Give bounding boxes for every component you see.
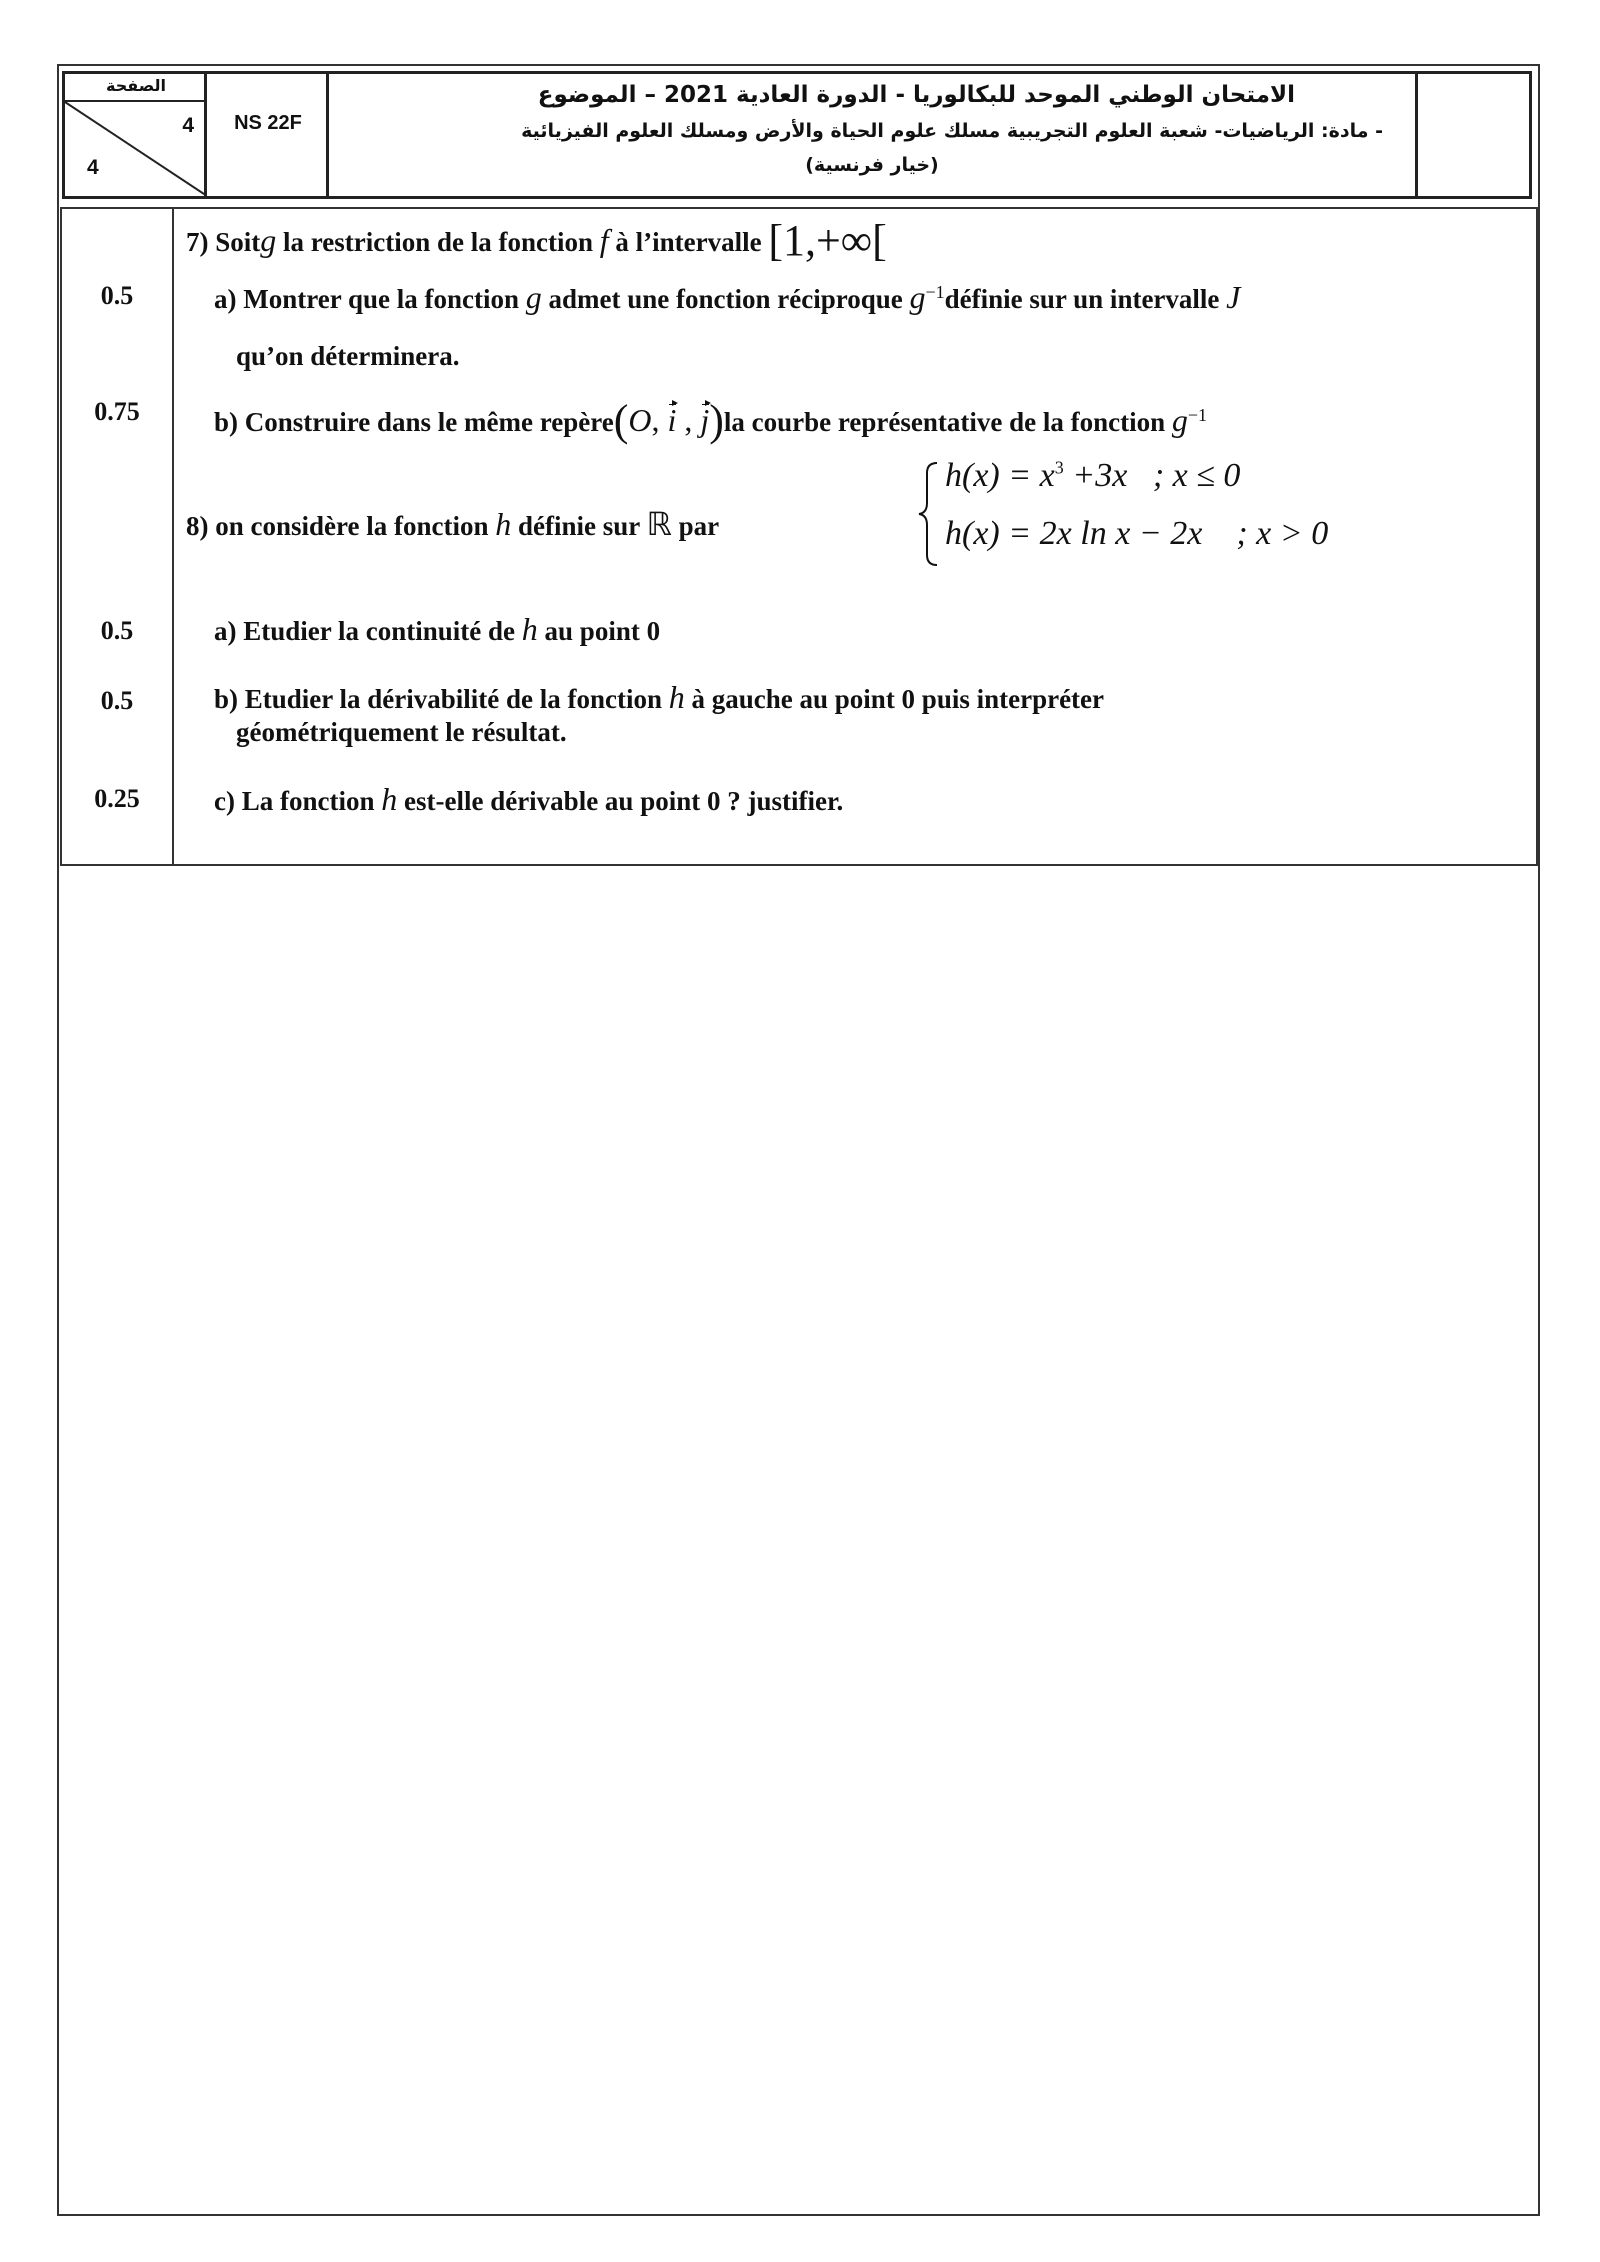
q8-text: on considère la fonction (215, 511, 489, 541)
math-exponent: −1 (925, 282, 945, 302)
sub-question-label: b) (214, 684, 239, 714)
case2-expression: h(x) = 2x ln x − 2x (945, 515, 1203, 552)
math-interval: [1,+∞[ (768, 216, 887, 265)
q7a-text: admet une fonction réciproque (548, 284, 903, 314)
math-J: J (1226, 279, 1241, 315)
math-comma: , (651, 402, 668, 438)
q8a-text: Etudier la continuité de (243, 616, 516, 646)
score-8a: 0.5 (100, 616, 134, 645)
piecewise-case-2 (945, 515, 1328, 553)
question-7b (214, 395, 1207, 446)
score-8c: 0.25 (94, 784, 140, 813)
math-reals: ℝ (646, 506, 672, 542)
math-vector-i: i (667, 402, 677, 438)
exam-option: (خيار فرنسية) (805, 154, 939, 176)
score-7b: 0.75 (94, 397, 140, 426)
q7-text: à l’intervalle (615, 227, 762, 257)
page-label: الصفحة (65, 74, 207, 102)
math-h: h (381, 781, 398, 817)
math-origin: O (628, 402, 652, 438)
paren-close: ) (709, 396, 724, 445)
q7a-text: qu’on déterminera. (236, 341, 460, 371)
score-7a: 0.5 (100, 281, 134, 310)
question-8a (214, 611, 660, 648)
sub-question-label: a) (214, 616, 237, 646)
question-8b-cont (236, 717, 567, 748)
q8c-text: est-elle dérivable au point 0 ? justifier. (404, 786, 844, 816)
question-8b (214, 679, 1104, 716)
q8b-text: géométriquement le résultat. (236, 717, 567, 747)
exam-title-cell (329, 74, 1418, 196)
exam-code: NS 22F (234, 112, 302, 134)
q7a-text: Montrer que la fonction (243, 284, 519, 314)
q7a-text: définie sur un intervalle (944, 284, 1220, 314)
case1-expression: h(x) = x (945, 457, 1055, 494)
exam-code-cell (207, 74, 329, 196)
sub-question-label: b) (214, 407, 239, 437)
questions-box (60, 207, 1538, 866)
header-blank-cell (1418, 74, 1529, 196)
math-g: g (525, 279, 542, 315)
math-h: h (668, 679, 685, 715)
question-number: 8) (186, 511, 209, 541)
exam-subject: - مادة: الرياضيات- شعبة العلوم التجريبية مسلك علوم الحياة والأرض ومسلك العلوم الفيزيائية (521, 120, 1383, 142)
score-column (62, 209, 174, 864)
case1-expression: +3x (1072, 457, 1128, 494)
paren-open: ( (613, 396, 629, 445)
q8-text: définie sur (518, 511, 640, 541)
q7-text: Soit (215, 227, 261, 257)
page-total: 4 (87, 156, 99, 179)
q8c-text: La fonction (241, 786, 375, 816)
math-h: h (495, 506, 512, 542)
exam-title: الامتحان الوطني الموحد للبكالوريا - الدورة العادية 2021 – الموضوع (537, 82, 1295, 108)
question-7a (214, 279, 1240, 316)
left-brace (917, 459, 941, 569)
math-exponent: −1 (1187, 405, 1207, 425)
page-number-cell (65, 74, 207, 196)
q8b-text: à gauche au point 0 puis interpréter (691, 684, 1105, 714)
math-exponent: 3 (1054, 457, 1064, 478)
math-g: g (260, 222, 277, 258)
q8a-text: au point 0 (544, 616, 661, 646)
exam-header (62, 71, 1532, 199)
q8b-text: Etudier la dérivabilité de la fonction (244, 684, 663, 714)
sub-question-label: c) (214, 786, 235, 816)
q8-text: par (678, 511, 720, 541)
q7b-text: la courbe représentative de la fonction (723, 407, 1166, 437)
piecewise-case-1 (945, 457, 1240, 495)
question-8c (214, 781, 843, 818)
q7b-text: Construire dans le même repère (244, 407, 614, 437)
question-8 (186, 505, 719, 543)
math-g-inverse: g (909, 279, 926, 315)
math-h: h (521, 611, 538, 647)
math-g-inverse: g (1171, 402, 1188, 438)
q7-text: la restriction de la fonction (283, 227, 593, 257)
math-comma: , (676, 402, 701, 438)
question-7a-cont (236, 341, 459, 372)
question-number: 7) (186, 227, 209, 257)
question-7 (186, 215, 887, 266)
score-8b: 0.5 (100, 686, 134, 715)
case1-condition: ; x ≤ 0 (1152, 457, 1241, 494)
page-current: 4 (182, 114, 194, 137)
math-f: f (599, 222, 609, 258)
case2-condition: ; x > 0 (1236, 515, 1329, 552)
sub-question-label: a) (214, 284, 237, 314)
math-vector-j: j (700, 402, 710, 438)
